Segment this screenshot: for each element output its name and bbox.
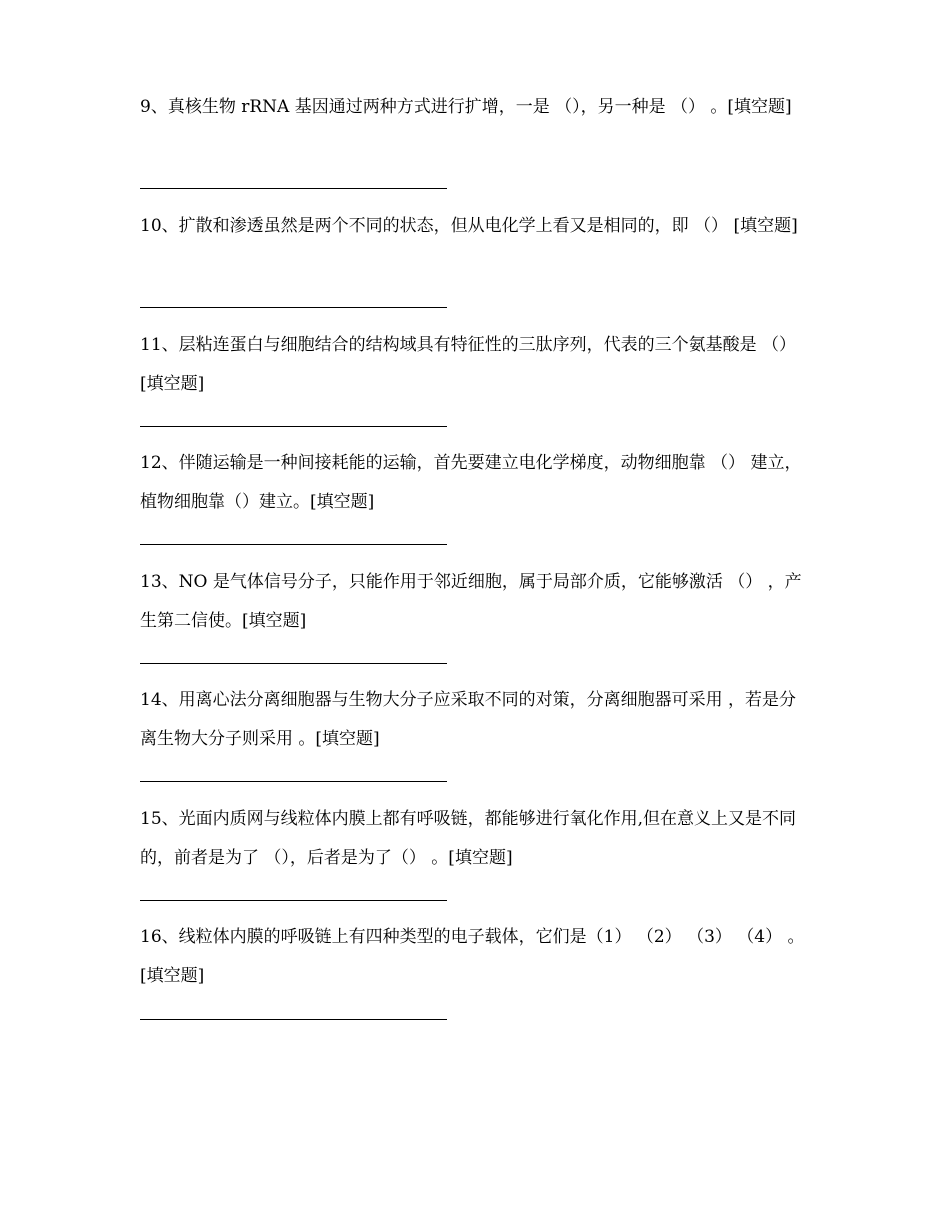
answer-line[interactable] xyxy=(140,1019,447,1020)
answer-line[interactable] xyxy=(140,781,447,782)
question-text: 14、用离心法分离细胞器与生物大分子应采取不同的对策，分离细胞器可采用 ，若是分离生物大分子则采用 。[填空题] xyxy=(140,690,797,749)
answer-line[interactable] xyxy=(140,426,447,427)
question-text: 15、光面内质网与线粒体内膜上都有呼吸链，都能够进行氧化作用,但在意义上又是不同的，前者是为了 （），后者是为了（） 。[填空题] xyxy=(140,809,797,868)
question-16 xyxy=(140,918,812,996)
question-text: 13、NO 是气体信号分子，只能作用于邻近细胞，属于局部介质，它能够激活 （） ，产生第二信使。[填空题] xyxy=(140,572,802,631)
question-text: 11、层粘连蛋白与细胞结合的结构域具有特征性的三肽序列，代表的三个氨基酸是 （） [填空题] xyxy=(140,335,797,394)
answer-line[interactable] xyxy=(140,900,447,901)
question-11 xyxy=(140,326,812,404)
answer-line[interactable] xyxy=(140,307,447,308)
question-text: 10、扩散和渗透虽然是两个不同的状态，但从电化学上看又是相同的，即 （） [填空题] xyxy=(140,216,798,236)
answer-line[interactable] xyxy=(140,188,447,189)
question-15 xyxy=(140,800,812,878)
question-12 xyxy=(140,444,812,522)
question-14 xyxy=(140,681,812,759)
question-text: 16、线粒体内膜的呼吸链上有四种类型的电子载体，它们是（1） （2） （3） （4） 。[填空题] xyxy=(140,927,805,986)
question-13 xyxy=(140,563,812,641)
answer-line[interactable] xyxy=(140,544,447,545)
question-text: 9、真核生物 rRNA 基因通过两种方式进行扩增，一是 （），另一种是 （） 。[填空题] xyxy=(140,97,792,117)
answer-line[interactable] xyxy=(140,663,447,664)
question-10 xyxy=(140,207,812,246)
question-text: 12、伴随运输是一种间接耗能的运输，首先要建立电化学梯度，动物细胞靠 （） 建立，植物细胞靠（）建立。[填空题] xyxy=(140,453,802,512)
question-9 xyxy=(140,88,812,127)
